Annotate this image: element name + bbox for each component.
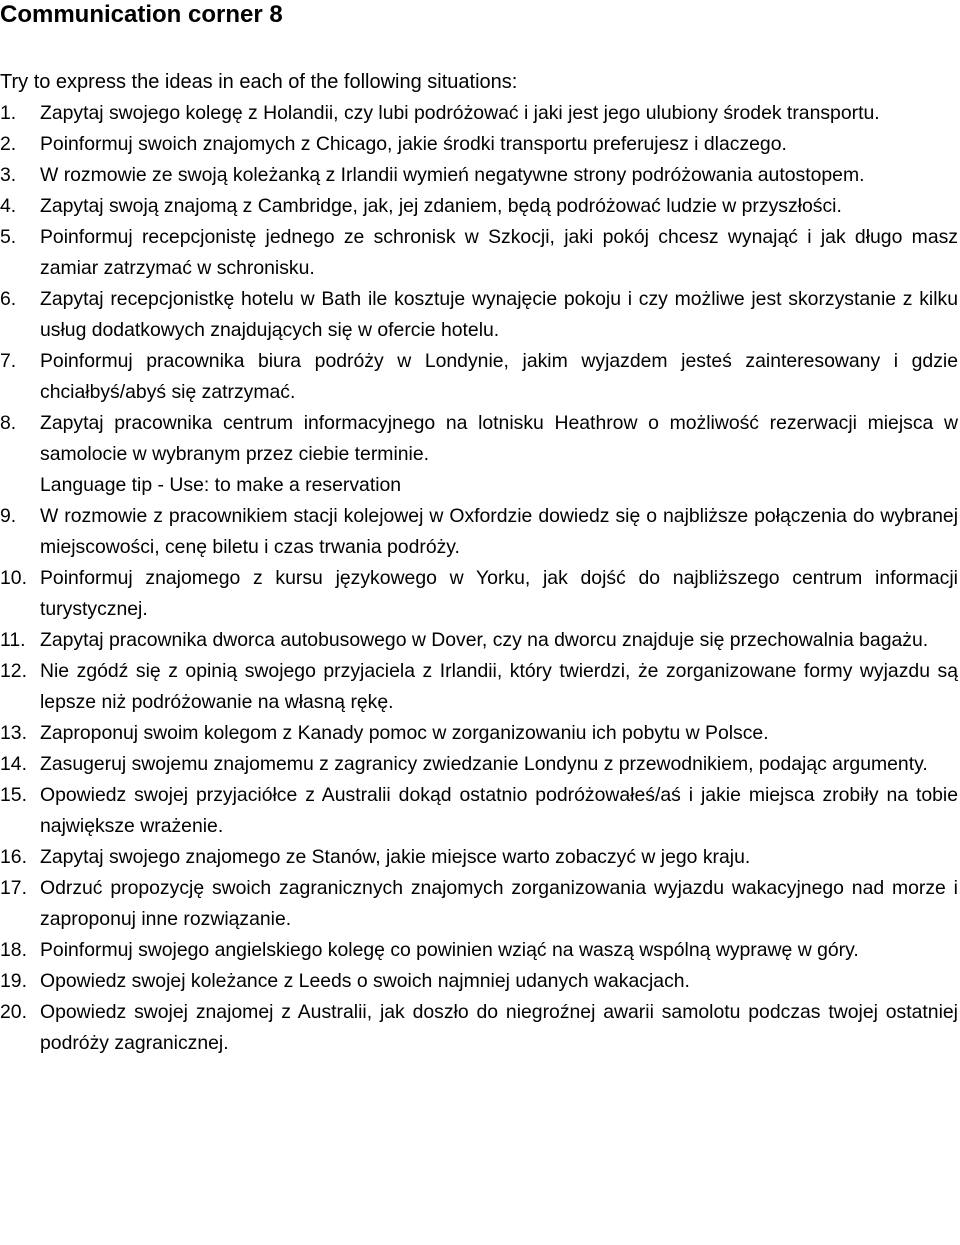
list-item	[0, 749, 958, 780]
item-body	[40, 656, 958, 718]
item-body	[40, 966, 958, 997]
item-number: 19.	[0, 970, 27, 992]
language-tip: Language tip - Use: to make a reservation	[40, 474, 402, 496]
item-text: W rozmowie ze swoją koleżanką z Irlandii wymień negatywne strony podróżowania autostopem.	[40, 164, 865, 186]
item-body	[40, 408, 958, 501]
list-item	[0, 842, 958, 873]
list-item	[0, 222, 958, 284]
item-body	[40, 501, 958, 563]
item-number: 14.	[0, 753, 27, 775]
item-body	[40, 98, 958, 129]
item-body	[40, 222, 958, 284]
item-body	[40, 997, 958, 1059]
item-number: 10.	[0, 567, 27, 589]
item-number: 20.	[0, 1001, 27, 1023]
list-item	[0, 98, 958, 129]
item-text: W rozmowie z pracownikiem stacji kolejowej w Oxfordzie dowiedz się o najbliższe połączenia do wybranej miejscowości, cenę biletu i czas trwania podróży.	[40, 505, 958, 558]
list-item	[0, 191, 958, 222]
item-body	[40, 935, 958, 966]
item-text: Nie zgódź się z opinią swojego przyjaciela z Irlandii, który twierdzi, że zorganizowane formy wyjazdu są lepsze niż podróżowanie na własną rękę.	[40, 660, 958, 713]
list-item	[0, 718, 958, 749]
list-item	[0, 997, 958, 1059]
item-number: 2.	[0, 133, 17, 155]
item-number: 6.	[0, 288, 17, 310]
item-number: 18.	[0, 939, 27, 961]
list-item	[0, 129, 958, 160]
item-text: Zapytaj swojego znajomego ze Stanów, jakie miejsce warto zobaczyć w jego kraju.	[40, 846, 751, 868]
item-number: 11.	[0, 629, 26, 651]
item-text: Poinformuj swojego angielskiego kolegę co powinien wziąć na waszą wspólną wyprawę w góry.	[40, 939, 859, 961]
item-body	[40, 160, 958, 191]
instructions: Try to express the ideas in each of the following situations:	[0, 71, 518, 93]
item-body	[40, 563, 958, 625]
item-body	[40, 718, 958, 749]
page-title: Communication corner 8	[0, 1, 283, 28]
item-number: 1.	[0, 102, 17, 124]
item-number: 7.	[0, 350, 17, 372]
item-number: 4.	[0, 195, 17, 217]
item-text: Poinformuj znajomego z kursu językowego w Yorku, jak dojść do najbliższego centrum informacji turystycznej.	[40, 567, 958, 620]
item-number: 13.	[0, 722, 27, 744]
list-item	[0, 656, 958, 718]
item-text: Zapytaj recepcjonistkę hotelu w Bath ile kosztuje wynajęcie pokoju i czy możliwe jest skorzystanie z kilku usług dodatkowych znajdujących się w ofercie hotelu.	[40, 288, 958, 341]
item-body	[40, 284, 958, 346]
item-text: Zapytaj pracownika dworca autobusowego w Dover, czy na dworcu znajduje się przechowalnia bagażu.	[40, 629, 929, 651]
item-body	[40, 749, 958, 780]
list-item	[0, 966, 958, 997]
item-text: Opowiedz swojej koleżance z Leeds o swoich najmniej udanych wakacjach.	[40, 970, 690, 992]
list-item	[0, 346, 958, 408]
list-item	[0, 160, 958, 191]
item-number: 9.	[0, 505, 17, 527]
list-item	[0, 563, 958, 625]
list-item	[0, 625, 958, 656]
item-number: 12.	[0, 660, 27, 682]
item-text: Poinformuj pracownika biura podróży w Londynie, jakim wyjazdem jesteś zainteresowany i gdzie chciałbyś/abyś się zatrzymać.	[40, 350, 958, 403]
item-number: 15.	[0, 784, 27, 806]
item-number: 16.	[0, 846, 27, 868]
item-text: Odrzuć propozycję swoich zagranicznych znajomych zorganizowania wyjazdu wakacyjnego nad morze i zaproponuj inne rozwiązanie.	[40, 877, 958, 930]
list-item	[0, 873, 958, 935]
item-body	[40, 346, 958, 408]
item-body	[40, 129, 958, 160]
item-number: 3.	[0, 164, 17, 186]
item-body	[40, 873, 958, 935]
item-text: Zaproponuj swoim kolegom z Kanady pomoc w zorganizowaniu ich pobytu w Polsce.	[40, 722, 769, 744]
item-text: Opowiedz swojej znajomej z Australii, jak doszło do niegroźnej awarii samolotu podczas twojej ostatniej podróży zagranicznej.	[40, 1001, 958, 1054]
list-item	[0, 501, 958, 563]
item-text: Zapytaj swoją znajomą z Cambridge, jak, jej zdaniem, będą podróżować ludzie w przyszłości.	[40, 195, 842, 217]
item-body	[40, 780, 958, 842]
item-body	[40, 842, 958, 873]
list-item	[0, 284, 958, 346]
item-text: Poinformuj recepcjonistę jednego ze schronisk w Szkocji, jaki pokój chcesz wynająć i jak długo masz zamiar zatrzymać w schronisku.	[40, 226, 958, 279]
item-body	[40, 191, 958, 222]
list-item	[0, 780, 958, 842]
item-text: Zapytaj swojego kolegę z Holandii, czy lubi podróżować i jaki jest jego ulubiony środek transportu.	[40, 102, 880, 124]
item-text: Poinformuj swoich znajomych z Chicago, jakie środki transportu preferujesz i dlaczego.	[40, 133, 787, 155]
item-number: 8.	[0, 412, 17, 434]
list-item	[0, 935, 958, 966]
item-text: Zasugeruj swojemu znajomemu z zagranicy zwiedzanie Londynu z przewodnikiem, podając argumenty.	[40, 753, 928, 775]
situation-list	[0, 98, 958, 1059]
item-body	[40, 625, 958, 656]
item-text: Opowiedz swojej przyjaciółce z Australii dokąd ostatnio podróżowałeś/aś i jakie miejsca zrobiły na tobie największe wrażenie.	[40, 784, 958, 837]
item-number: 5.	[0, 226, 17, 248]
item-number: 17.	[0, 877, 27, 899]
item-text: Zapytaj pracownika centrum informacyjnego na lotnisku Heathrow o możliwość rezerwacji miejsca w samolocie w wybranym przez ciebie terminie.	[40, 412, 958, 465]
list-item	[0, 408, 958, 501]
